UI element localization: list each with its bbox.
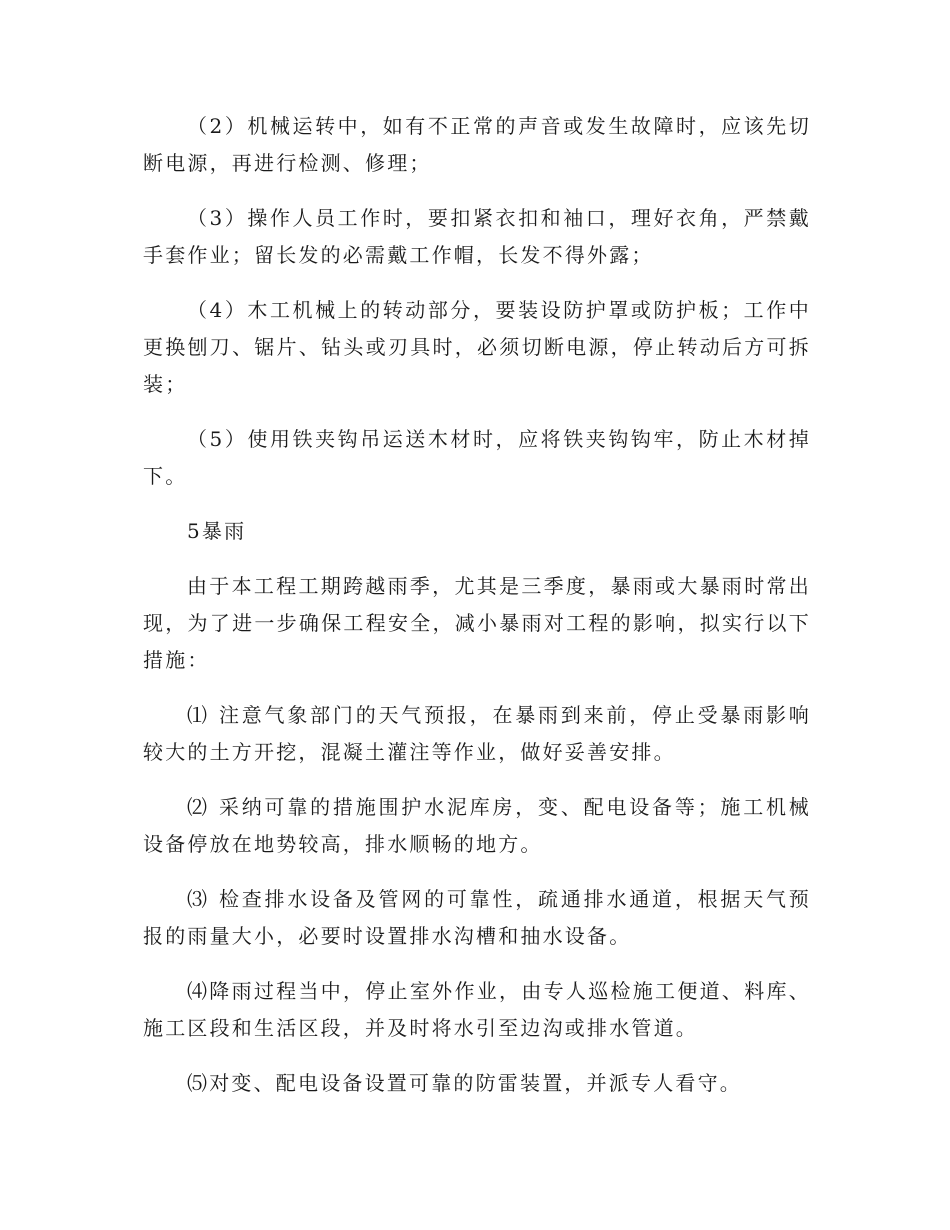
paragraph-item-4: （4）木工机械上的转动部分，要装设防护罩或防护板；工作中更换刨刀、锯片、钻头或刃具时，必须切断电源，停止转动后方可拆装； [143,298,811,396]
measure-item-3: ⑶ 检查排水设备及管网的可靠性，疏通排水通道，根据天气预报的雨量大小，必要时设置排水沟槽和抽水设备。 [143,887,811,948]
measure-item-5: ⑸对变、配电设备设置可靠的防雷装置，并派专人看守。 [187,1071,742,1095]
measure-item-1: ⑴ 注意气象部门的天气预报，在暴雨到来前，停止受暴雨影响较大的土方开挖，混凝土灌注等作业，做好妥善安排。 [143,703,811,764]
measure-item-4: ⑷降雨过程当中，停止室外作业，由专人巡检施工便道、料库、施工区段和生活区段，并及时将水引至边沟或排水管道。 [143,979,811,1040]
paragraph-item-3: （3）操作人员工作时，要扣紧衣扣和袖口，理好衣角，严禁戴手套作业；留长发的必需戴工作帽，长发不得外露； [143,206,811,267]
section-heading: 5暴雨 [187,519,247,543]
document-body [143,108,811,1120]
section-intro: 由于本工程工期跨越雨季，尤其是三季度，暴雨或大暴雨时常出现，为了进一步确保工程安全，减小暴雨对工程的影响，拟实行以下措施： [143,574,811,672]
paragraph-item-5: （5）使用铁夹钩吊运送木材时，应将铁夹钩钩牢，防止木材掉下。 [143,427,811,488]
paragraph-item-2: （2）机械运转中，如有不正常的声音或发生故障时，应该先切断电源，再进行检测、修理； [143,114,811,175]
measure-item-2: ⑵ 采纳可靠的措施围护水泥库房，变、配电设备等；施工机械设备停放在地势较高，排水顺畅的地方。 [143,795,811,856]
